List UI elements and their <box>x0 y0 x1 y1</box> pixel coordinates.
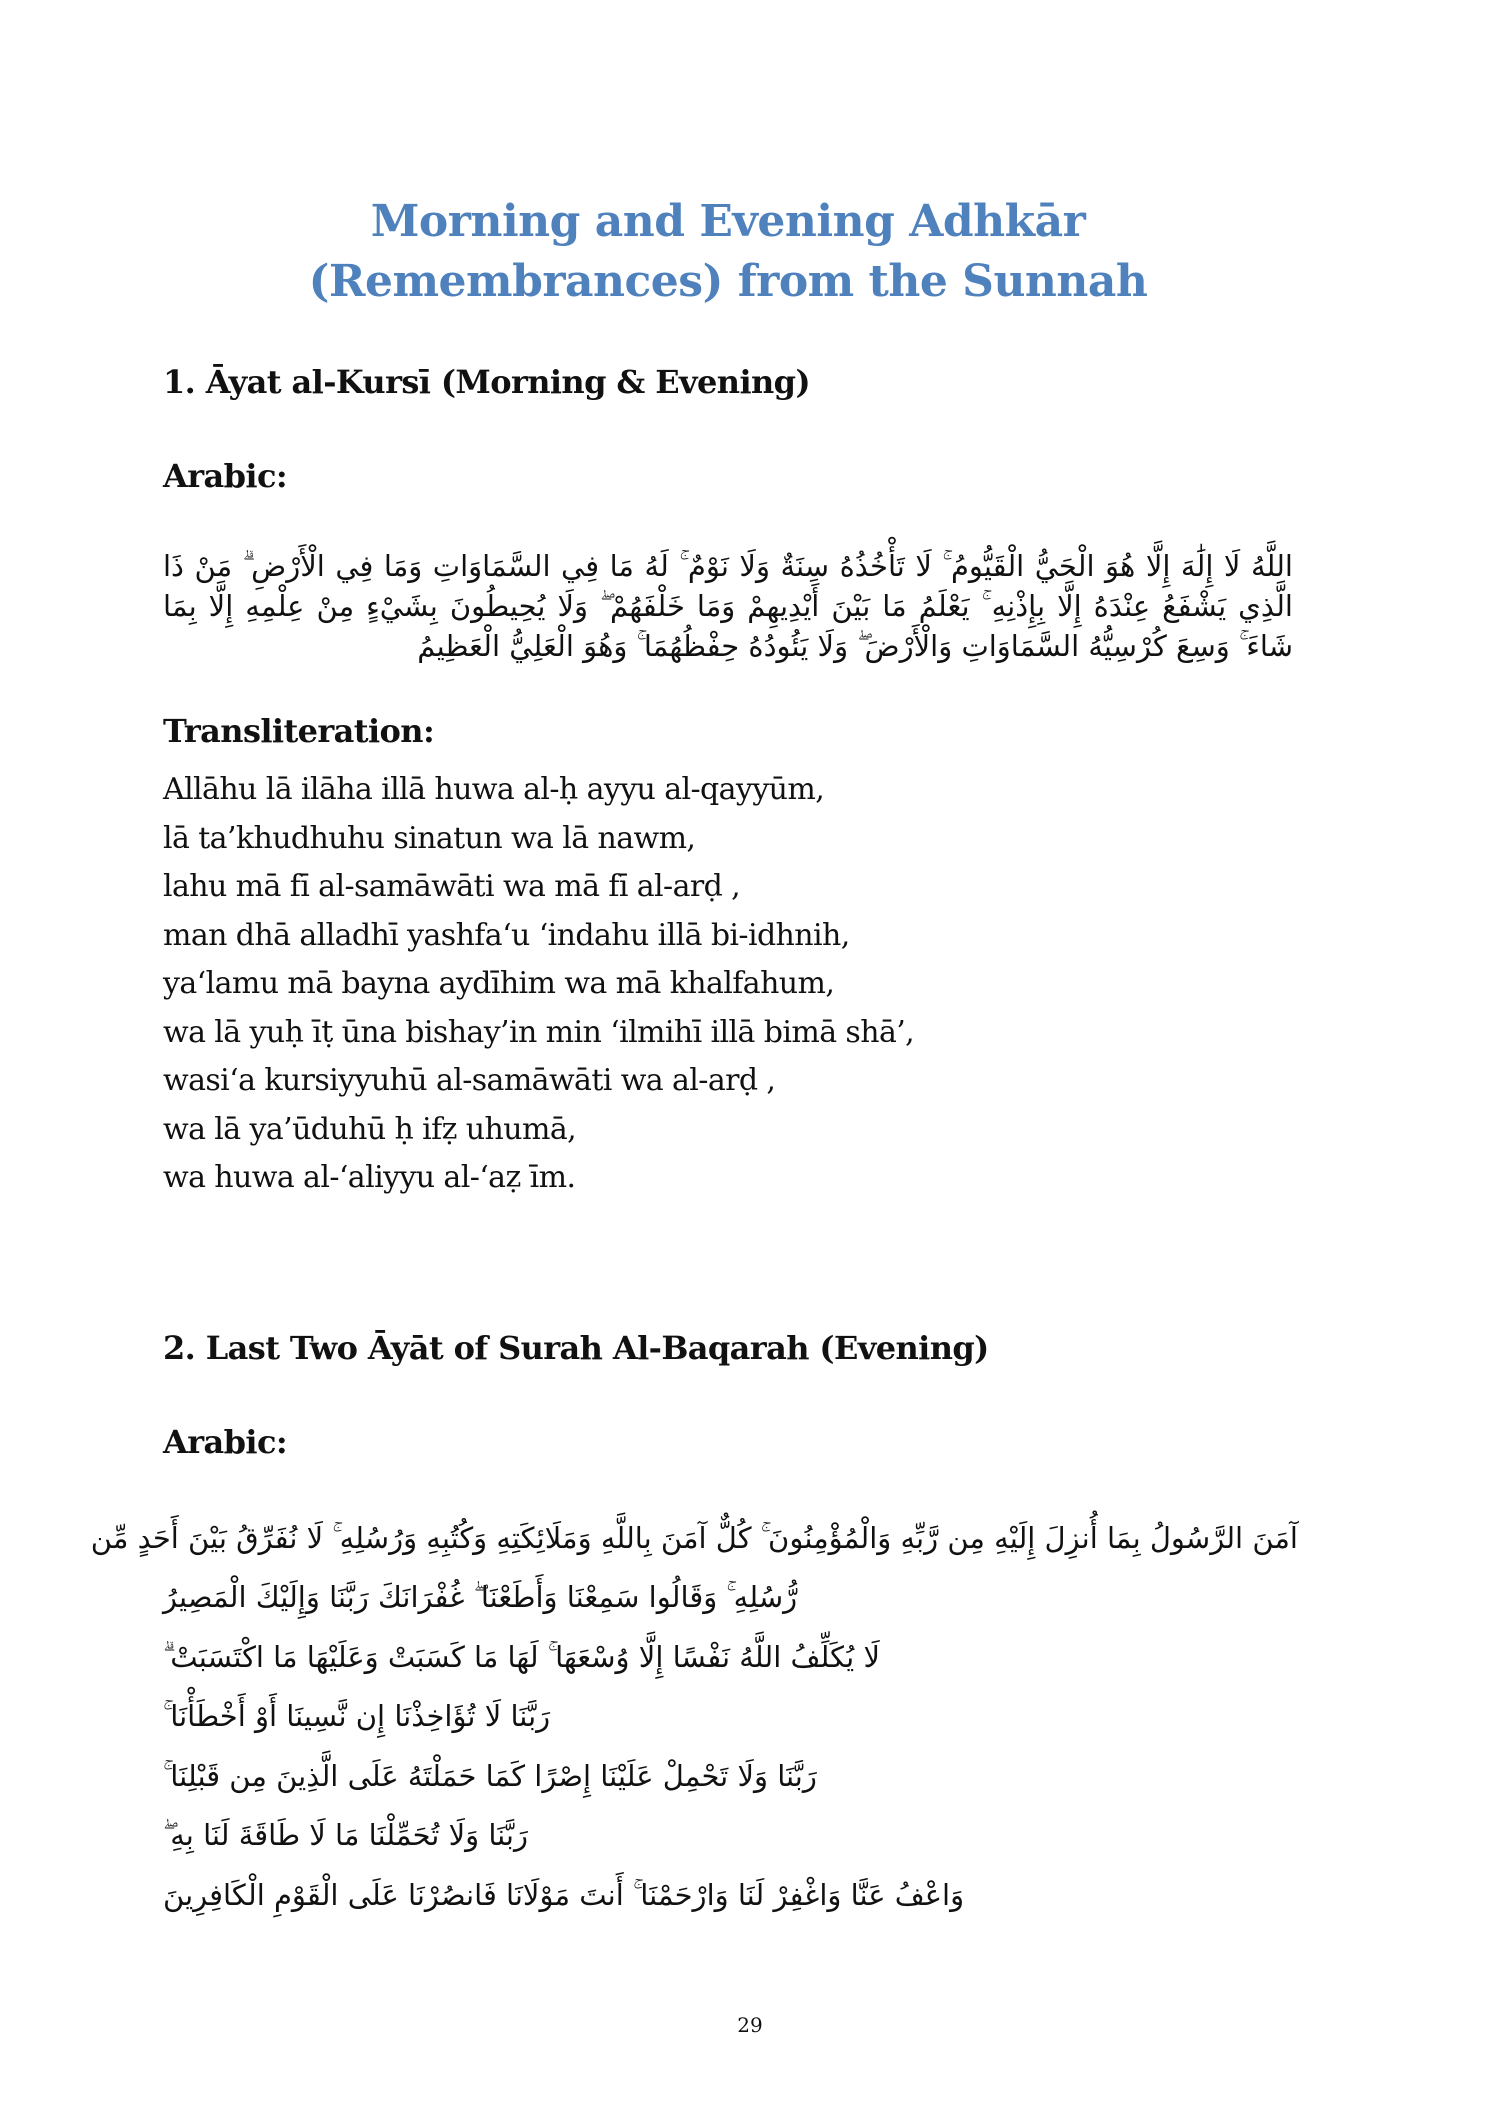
title-line-1: Morning and Evening Adhkār <box>370 196 1086 247</box>
section-1-transliteration <box>163 766 1293 1203</box>
transliteration-line: lā ta’khudhuhu sinatun wa lā nawm, <box>163 820 696 856</box>
page-number: 29 <box>737 2013 763 2037</box>
transliteration-line: ya‘lamu mā bayna aydīhim wa mā khalfahum, <box>163 966 835 1001</box>
transliteration-line: lahu mā fī al-samāwāti wa mā fī al-arḍ , <box>163 869 741 904</box>
transliteration-line: Allāhu lā ilāha illā huwa al-ḥ ayyu al-qayyūm, <box>163 772 825 807</box>
section-2-arabic-line: رَبَّنَا وَلَا تَحْمِلْ عَلَيْنَا إِصْرًا كَمَا حَمَلْتَهُ عَلَى الَّذِينَ مِن قَبْلِنَا ۚ <box>163 1759 817 1793</box>
section-2-arabic-line: رَبَّنَا لَا تُؤَاخِذْنَا إِن نَّسِينَا أَوْ أَخْطَأْنَا ۚ <box>163 1699 551 1733</box>
transliteration-line: wa huwa al-‘aliyyu al-‘aẓ īm. <box>163 1160 576 1195</box>
section-2-arabic-label: Arabic: <box>163 1423 288 1461</box>
transliteration-line: man dhā alladhī yashfa‘u ‘indahu illā bi-idhnih, <box>163 917 850 953</box>
transliteration-line: wasi‘a kursiyyuhū al-samāwāti wa al-arḍ , <box>163 1063 776 1098</box>
transliteration-line: wa lā ya’ūduhū ḥ ifẓ uhumā, <box>163 1111 577 1147</box>
transliteration-line: wa lā yuḥ īṭ ūna bishay’in min ‘ilmihī illā bimā shā’, <box>163 1014 915 1050</box>
section-1-heading: 1. Āyat al-Kursī (Morning & Evening) <box>163 363 810 401</box>
page-title <box>163 192 1293 312</box>
section-2-arabic-line: آمَنَ الرَّسُولُ بِمَا أُنزِلَ إِلَيْهِ مِن رَّبِّهِ وَالْمُؤْمِنُونَ ۚ كُلٌّ آمَنَ بِاللَّهِ وَمَلَائِكَتِهِ وَكُتُبِهِ وَرُسُلِهِ ۚ لَا نُفَرِّقُ بَيْنَ أَحَدٍ مِّن <box>90 1521 1298 1555</box>
section-2-arabic-line: رُّسُلِهِ ۚ وَقَالُوا سَمِعْنَا وَأَطَعْنَا ۖ غُفْرَانَكَ رَبَّنَا وَإِلَيْكَ الْمَصِيرُ <box>163 1580 798 1614</box>
title-line-2: (Remembrances) from the Sunnah <box>308 256 1148 307</box>
section-2-arabic-line: رَبَّنَا وَلَا تُحَمِّلْنَا مَا لَا طَاقَةَ لَنَا بِهِ ۖ <box>163 1818 529 1852</box>
section-1-transliteration-label: Transliteration: <box>163 712 435 750</box>
section-2-arabic-line: لَا يُكَلِّفُ اللَّهُ نَفْسًا إِلَّا وُسْعَهَا ۚ لَهَا مَا كَسَبَتْ وَعَلَيْهَا مَا اكْتَسَبَتْ ۗ <box>163 1640 880 1674</box>
section-1-arabic-text: اللَّهُ لَا إِلَٰهَ إِلَّا هُوَ الْحَيُّ الْقَيُّومُ ۚ لَا تَأْخُذُهُ سِنَةٌ وَلَا نَوْمٌ ۚ لَهُ مَا فِي السَّمَاوَاتِ وَمَا فِي الْأَرْضِ ۗ مَنْ ذَا الَّذِي يَشْفَعُ عِنْدَهُ إِلَّا بِإِذْنِهِ ۚ يَعْلَمُ مَا بَيْنَ أَيْدِيهِمْ وَمَا خَلْفَهُمْ ۖ وَلَا يُحِيطُونَ بِشَيْءٍ مِنْ عِلْمِهِ إِلَّا بِمَا شَاءَ ۚ وَسِعَ كُرْسِيُّهُ السَّمَاوَاتِ وَالْأَرْضَ ۖ وَلَا يَئُودُهُ حِفْظُهُمَا ۚ وَهُوَ الْعَلِيُّ الْعَظِيمُ <box>163 549 1293 663</box>
section-2-heading: 2. Last Two Āyāt of Surah Al-Baqarah (Evening) <box>163 1329 989 1367</box>
section-2-arabic-line: وَاعْفُ عَنَّا وَاغْفِرْ لَنَا وَارْحَمْنَا ۚ أَنتَ مَوْلَانَا فَانصُرْنَا عَلَى الْقَوْمِ الْكَافِرِينَ <box>163 1878 965 1912</box>
section-1-arabic-label: Arabic: <box>163 457 288 495</box>
